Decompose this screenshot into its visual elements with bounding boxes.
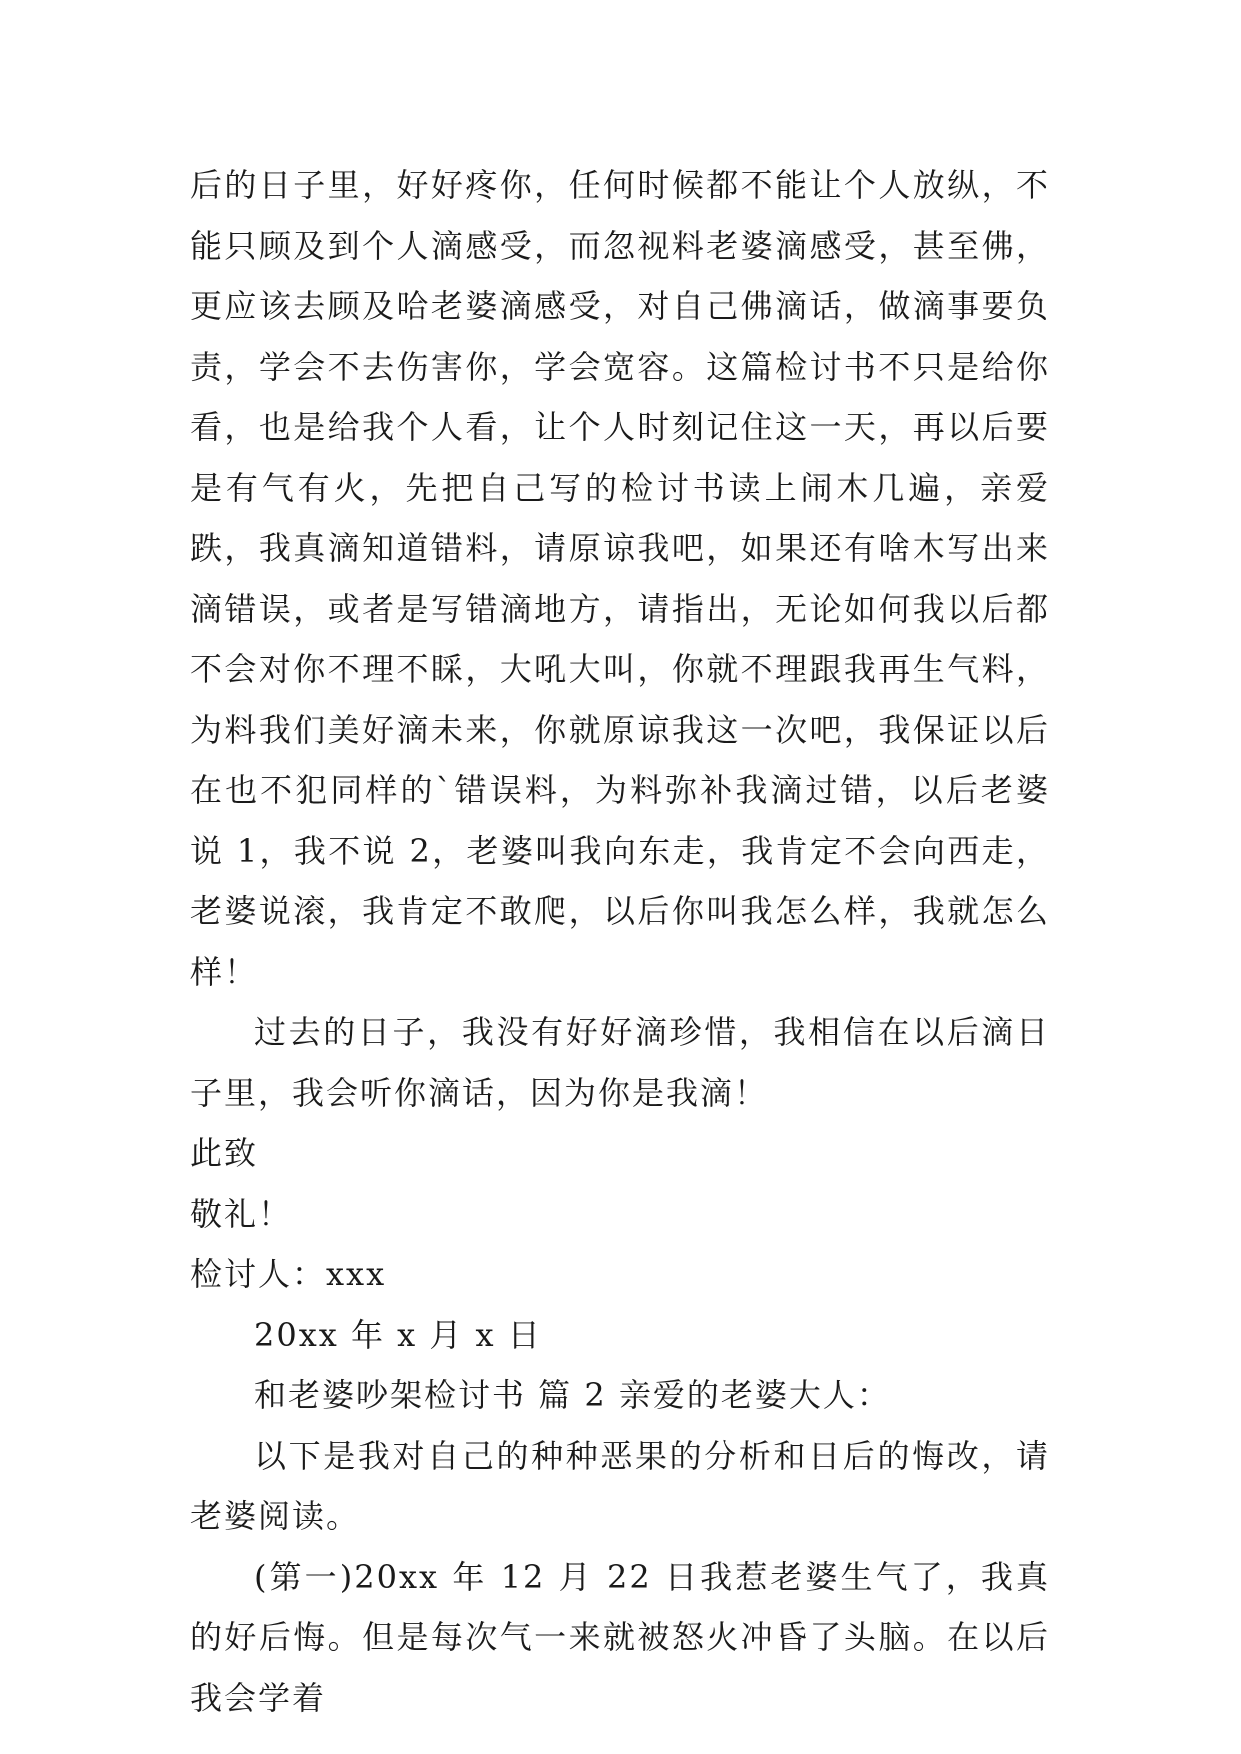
closing-regards: 敬礼！ <box>190 1194 293 1233</box>
date-line: 20xx 年 x 月 x 日 <box>254 1315 542 1354</box>
closing-salutation: 此致 <box>190 1134 259 1172</box>
paragraph-apology: 后的日子里，好好疼你，任何时候都不能让个人放纵，不能只顾及到个人滴感受，而忽视料老婆滴感受，甚至佛，更应该去顾及哈老婆滴感受，对自己佛滴话，做滴事要负责，学会不去伤害你，学会宽容。这篇检讨书不只是给你看，也是给我个人看，让个人时刻记住这一天，再以后要是有气有火，先把自己写的检讨书读上闹木几遍，亲爱跌，我真滴知道错料，请原谅我吧，如果还有啥木写出来滴错误，或者是写错滴地方，请指出，无论如何我以后都不会对你不理不睬，大吼大叫，你就不理跟我再生气料，为料我们美好滴未来，你就原谅我这一次吧，我保证以后在也不犯同样的`错误料，为料弥补我滴过错，以后老婆说 1，我不说 2，老婆叫我向东走，我肯定不会向西走，老婆说滚，我肯定不敢爬，以后你叫我怎么样，我就怎么样！ <box>190 166 1050 991</box>
section-2-heading: 和老婆吵架检讨书 篇 2 亲爱的老婆大人： <box>254 1376 891 1414</box>
paragraph-past-days: 过去的日子，我没有好好滴珍惜，我相信在以后滴日子里，我会听你滴话，因为你是我滴！ <box>190 1013 1050 1112</box>
signer-line: 检讨人：xxx <box>190 1255 387 1293</box>
section-2-intro: 以下是我对自己的种种恶果的分析和日后的悔改，请老婆阅读。 <box>190 1436 1050 1535</box>
document-body <box>190 155 1050 1728</box>
section-2-point-1: (第一)20xx 年 12 月 22 日我惹老婆生气了，我真的好后悔。但是每次气一来就被怒火冲昏了头脑。在以后我会学着 <box>190 1557 1050 1717</box>
